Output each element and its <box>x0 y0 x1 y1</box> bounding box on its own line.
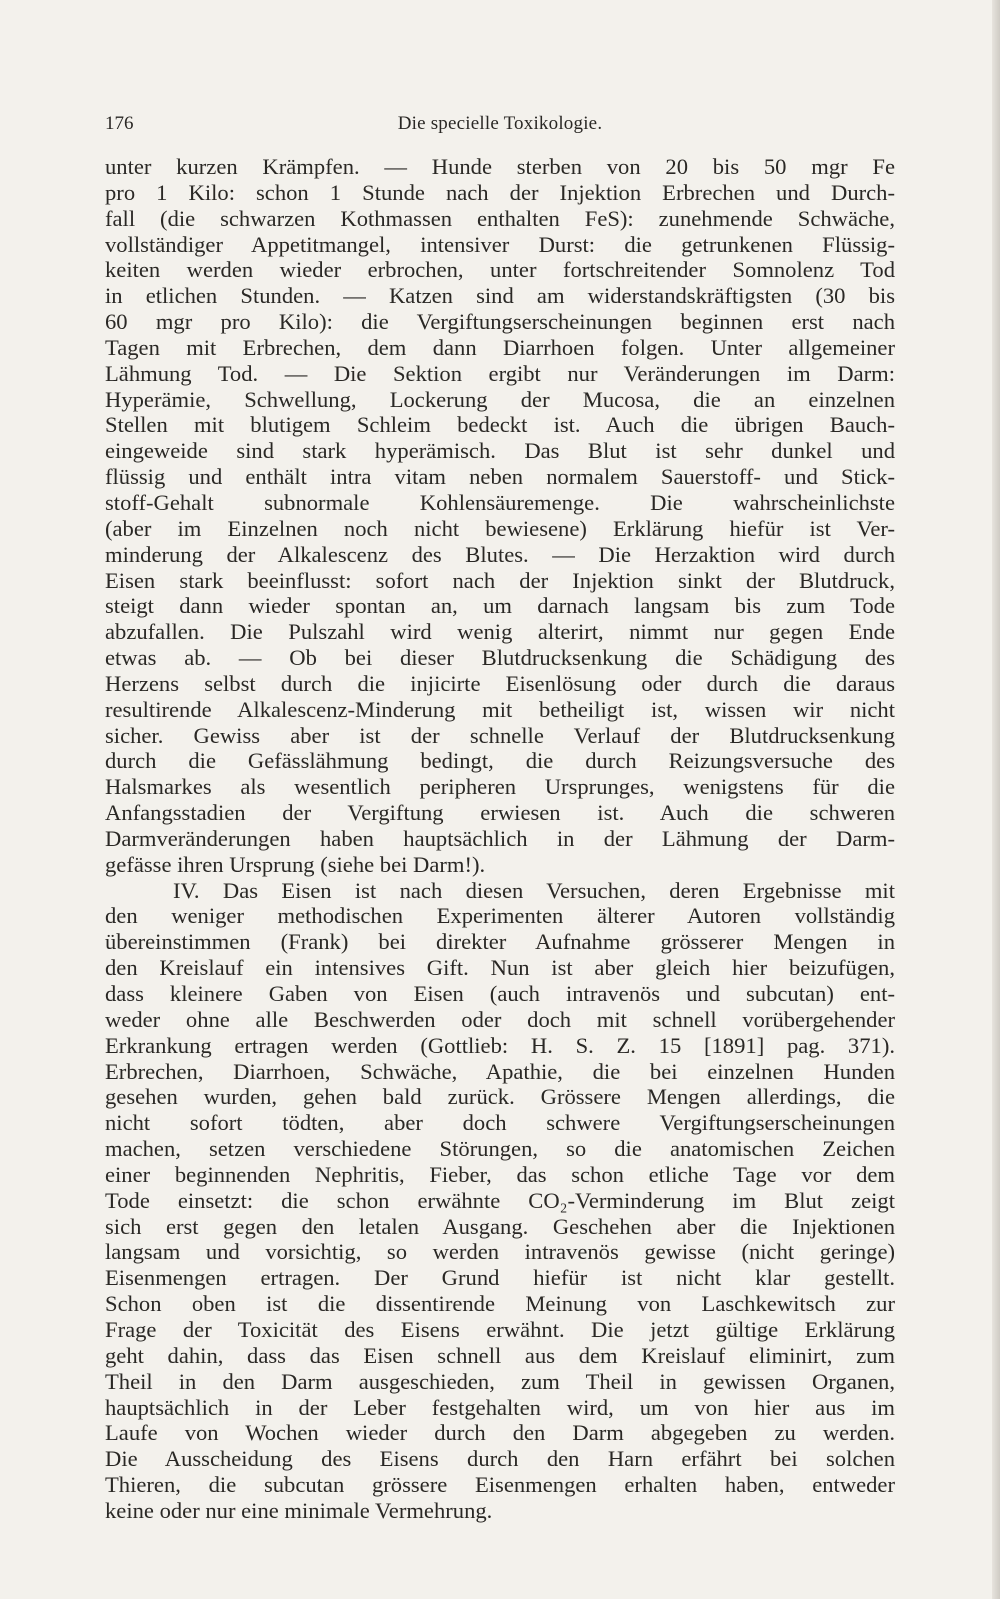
text-line: Tagen mit Erbrechen, dem dann Diarrhoen folgen. Unter allgemeiner <box>105 334 895 360</box>
text-line: Herzens selbst durch die injicirte Eisenlösung oder durch die daraus <box>105 670 895 696</box>
text-line: machen, setzen verschiedene Störungen, so die anatomischen Zeichen <box>105 1136 895 1162</box>
text-line: stoff-Gehalt subnormale Kohlensäuremenge. Die wahrscheinlichste <box>105 489 895 515</box>
text-line: keine oder nur eine minimale Vermehrung. <box>105 1497 493 1523</box>
text-line: 60 mgr pro Kilo): die Vergiftungserscheinungen beginnen erst nach <box>105 309 895 335</box>
text-line: steigt dann wieder spontan an, um darnach langsam bis zum Tode <box>105 593 895 619</box>
text-line: weder ohne alle Beschwerden oder doch mit schnell vorübergehender <box>105 1006 895 1032</box>
running-head: Die specielle Toxikologie. <box>397 113 603 134</box>
text-line: langsam und vorsichtig, so werden intravenös gewisse (nicht geringe) <box>105 1239 895 1265</box>
text-line: dass kleinere Gaben von Eisen (auch intravenös und subcutan) ent- <box>105 981 895 1006</box>
text-line: in etlichen Stunden. — Katzen sind am widerstandskräftigsten (30 bis <box>105 283 895 309</box>
text-line: eingeweide sind stark hyperämisch. Das Blut ist sehr dunkel und <box>105 438 895 464</box>
text-line: Die Ausscheidung des Eisens durch den Harn erfährt bei solchen <box>105 1446 895 1472</box>
text-line: flüssig und enthält intra vitam neben normalem Sauerstoff- und Stick- <box>105 464 895 490</box>
text-line: Halsmarkes als wesentlich peripheren Ursprunges, wenigstens für die <box>105 774 895 800</box>
text-line: etwas ab. — Ob bei dieser Blutdrucksenkung die Schädigung des <box>105 645 895 671</box>
page-header <box>105 112 895 136</box>
text-line: sicher. Gewiss aber ist der schnelle Verlauf der Blutdrucksenkung <box>105 722 895 748</box>
text-line: pro 1 Kilo: schon 1 Stunde nach der Injektion Erbrechen und Durch- <box>105 179 895 205</box>
text-line: Lähmung Tod. — Die Sektion ergibt nur Veränderungen im Darm: <box>105 360 895 386</box>
text-line: gefässe ihren Ursprung (siehe bei Darm!). <box>105 851 486 877</box>
body-text <box>105 154 895 1524</box>
text-line: hauptsächlich in der Leber festgehalten wird, um von hier aus im <box>105 1394 895 1420</box>
text-line: sich erst gegen den letalen Ausgang. Geschehen aber die Injektionen <box>105 1213 895 1239</box>
text-line: einer beginnenden Nephritis, Fieber, das schon etliche Tage vor dem <box>105 1161 895 1187</box>
text-line: Anfangsstadien der Vergiftung erwiesen ist. Auch die schweren <box>105 800 895 826</box>
text-line: übereinstimmen (Frank) bei direkter Aufnahme grösserer Mengen in <box>105 929 895 955</box>
text-line: Frage der Toxicität des Eisens erwähnt. Die jetzt gültige Erklärung <box>105 1316 895 1342</box>
text-line: (aber im Einzelnen noch nicht bewiesene) Erklärung hiefür ist Ver- <box>105 515 895 541</box>
text-line: resultirende Alkalescenz-Minderung mit betheiligt ist, wissen wir nicht <box>105 696 895 722</box>
text-line: nicht sofort tödten, aber doch schwere Vergiftungserscheinungen <box>105 1110 895 1136</box>
text-line: geht dahin, dass das Eisen schnell aus dem Kreislauf eliminirt, zum <box>105 1342 895 1368</box>
text-line: unter kurzen Krämpfen. — Hunde sterben von 20 bis 50 mgr Fe <box>105 154 895 179</box>
text-line: Erbrechen, Diarrhoen, Schwäche, Apathie, die bei einzelnen Hunden <box>105 1058 895 1084</box>
text-line: Laufe von Wochen wieder durch den Darm abgegeben zu werden. <box>105 1420 895 1446</box>
text-line: gesehen wurden, gehen bald zurück. Grössere Mengen allerdings, die <box>105 1084 895 1110</box>
text-line: fall (die schwarzen Kothmassen enthalten FeS): zunehmende Schwäche, <box>105 205 895 231</box>
text-line: Darmveränderungen haben hauptsächlich in der Lähmung der Darm- <box>105 825 895 851</box>
page-edge <box>992 0 1000 1599</box>
text-line: Erkrankung ertragen werden (Gottlieb: H. S. Z. 15 [1891] pag. 371). <box>105 1032 895 1058</box>
text-line: vollständiger Appetitmangel, intensiver Durst: die getrunkenen Flüssig- <box>105 231 895 257</box>
text-line: Hyperämie, Schwellung, Lockerung der Mucosa, die an einzelnen <box>105 386 895 412</box>
text-line: durch die Gefässlähmung bedingt, die durch Reizungsversuche des <box>105 748 895 774</box>
text-line: minderung der Alkalescenz des Blutes. — Die Herzaktion wird durch <box>105 541 895 567</box>
text-line: Eisenmengen ertragen. Der Grund hiefür ist nicht klar gestellt. <box>105 1265 895 1291</box>
text-line: IV. Das Eisen ist nach diesen Versuchen, deren Ergebnisse mit <box>173 877 895 903</box>
text-line: Thieren, die subcutan grössere Eisenmengen erhalten haben, entweder <box>105 1472 895 1498</box>
text-line: keiten werden wieder erbrochen, unter fortschreitender Somnolenz Tod <box>105 257 895 283</box>
text-line: den Kreislauf ein intensives Gift. Nun ist aber gleich hier beizufügen, <box>105 955 895 981</box>
text-line: Eisen stark beeinflusst: sofort nach der Injektion sinkt der Blutdruck, <box>105 567 895 593</box>
text-line: Schon oben ist die dissentirende Meinung von Laschkewitsch zur <box>105 1291 895 1317</box>
text-line: Tode einsetzt: die schon erwähnte CO₂-Verminderung im Blut zeigt <box>105 1187 895 1213</box>
text-line: den weniger methodischen Experimenten älterer Autoren vollständig <box>105 903 895 929</box>
text-line: Stellen mit blutigem Schleim bedeckt ist. Auch die übrigen Bauch- <box>105 412 895 438</box>
text-line: Theil in den Darm ausgeschieden, zum Theil in gewissen Organen, <box>105 1368 895 1394</box>
text-line: abzufallen. Die Pulszahl wird wenig alterirt, nimmt nur gegen Ende <box>105 619 895 645</box>
page-number: 176 <box>105 113 134 134</box>
